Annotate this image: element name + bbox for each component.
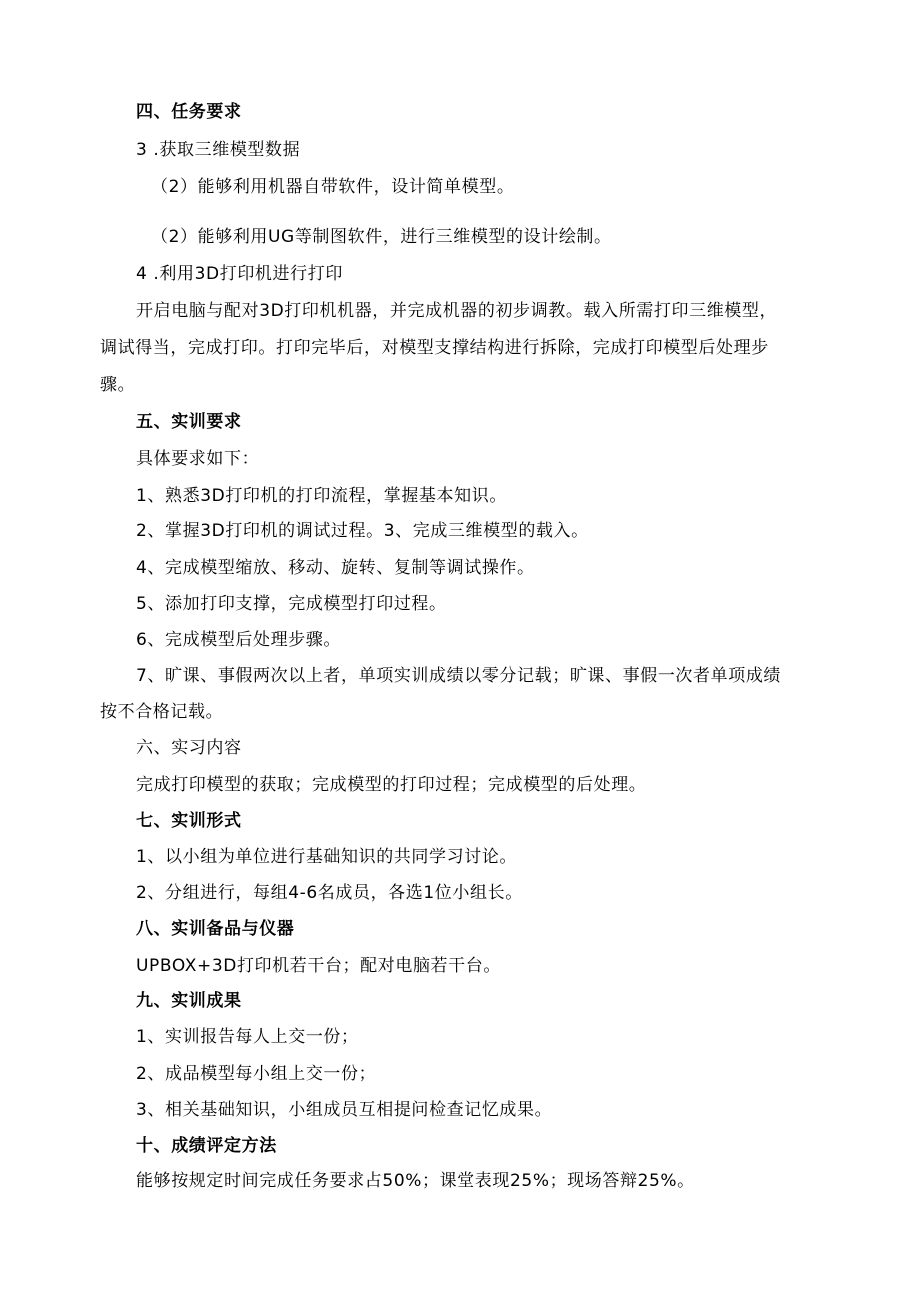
section-5-heading: 五、实训要求: [136, 412, 242, 432]
section-4-item-3-sub-1: （2）能够利用机器自带软件，设计简单模型。: [151, 177, 515, 197]
section-5-intro: 具体要求如下：: [136, 449, 260, 469]
section-6-text: 完成打印模型的获取；完成模型的打印过程；完成模型的后处理。: [136, 775, 647, 795]
section-4-item-3: 3 .获取三维模型数据: [136, 140, 301, 160]
section-5-item-4: 4、完成模型缩放、移动、旋转、复制等调试操作。: [136, 558, 535, 578]
section-8-heading: 八、实训备品与仪器: [136, 919, 295, 939]
section-9-item-1: 1、实训报告每人上交一份；: [136, 1027, 359, 1047]
section-10-text: 能够按规定时间完成任务要求占50%；课堂表现25%；现场答辩25%。: [136, 1171, 695, 1191]
section-9-item-3: 3、相关基础知识，小组成员互相提问检查记忆成果。: [136, 1100, 553, 1120]
section-6-heading: 六、实习内容: [136, 738, 242, 758]
section-4-heading: 四、任务要求: [136, 102, 242, 122]
section-5-item-7-line-2: 按不合格记载。: [100, 702, 224, 722]
section-7-item-1: 1、以小组为单位进行基础知识的共同学习讨论。: [136, 847, 518, 867]
section-4-paragraph-line-2: 调试得当，完成打印。打印完毕后，对模型支撑结构进行拆除，完成打印模型后处理步: [100, 338, 769, 358]
section-9-item-2: 2、成品模型每小组上交一份；: [136, 1064, 377, 1084]
section-4-paragraph-line-1: 开启电脑与配对3D打印机机器，并完成机器的初步调教。载入所需打印三维模型，: [136, 301, 778, 321]
section-4-paragraph-line-3: 骤。: [100, 375, 136, 395]
section-5-item-7-line-1: 7、旷课、事假两次以上者，单项实训成绩以零分记载；旷课、事假一次者单项成绩: [136, 666, 782, 686]
section-10-heading: 十、成绩评定方法: [136, 1136, 277, 1156]
section-5-item-5: 5、添加打印支撑，完成模型打印过程。: [136, 594, 447, 614]
section-9-heading: 九、实训成果: [136, 991, 242, 1011]
section-5-item-6: 6、完成模型后处理步骤。: [136, 630, 342, 650]
section-5-item-2: 2、掌握3D打印机的调试过程。3、完成三维模型的载入。: [136, 521, 589, 541]
section-7-item-2: 2、分组进行，每组4-6名成员，各选1位小组长。: [136, 883, 523, 903]
section-5-item-1: 1、熟悉3D打印机的打印流程，掌握基本知识。: [136, 486, 507, 506]
section-8-text: UPBOX+3D打印机若干台；配对电脑若干台。: [136, 956, 501, 976]
section-7-heading: 七、实训形式: [136, 811, 242, 831]
section-4-item-3-sub-2: （2）能够利用UG等制图软件，进行三维模型的设计绘制。: [151, 227, 612, 247]
section-4-item-4: 4 .利用3D打印机进行打印: [136, 264, 343, 284]
